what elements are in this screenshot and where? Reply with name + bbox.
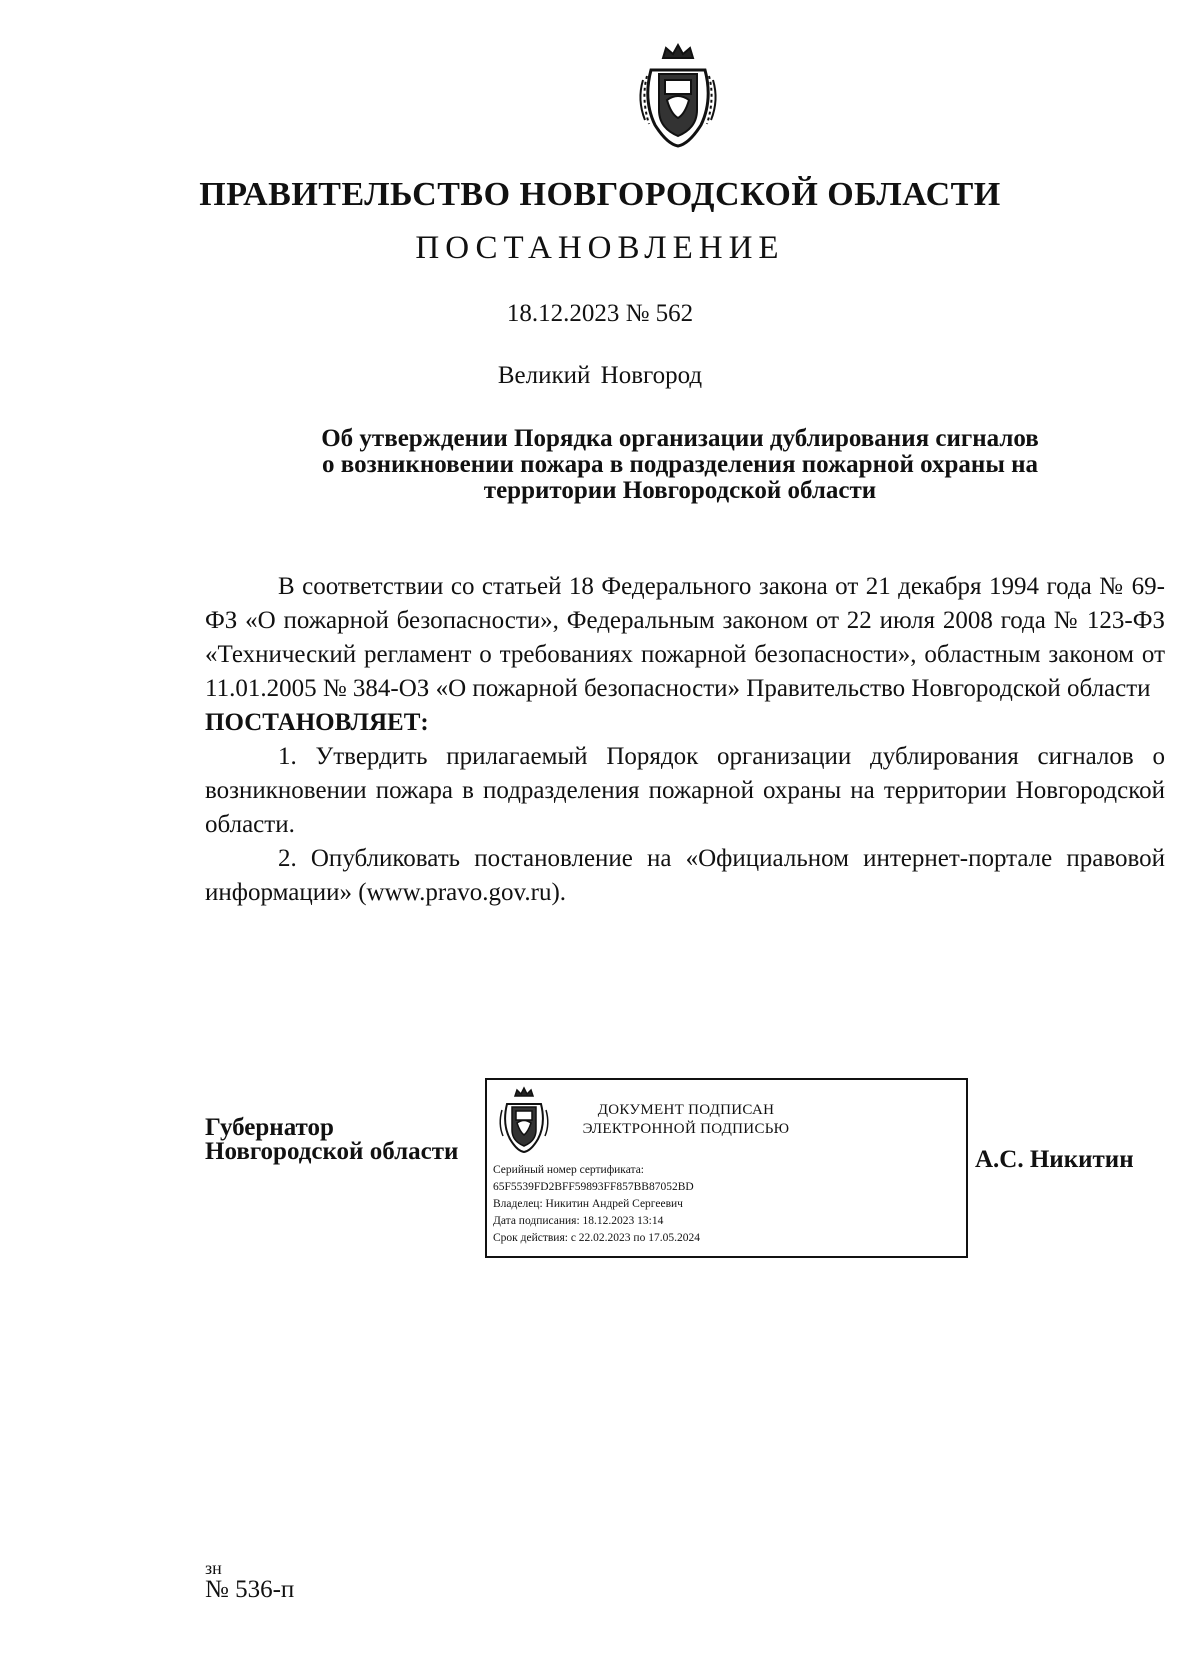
position-line: Новгородской области <box>205 1138 459 1165</box>
signer-name: А.С. Никитин <box>975 1146 1134 1173</box>
subject-line: территории Новгородской области <box>483 477 877 504</box>
signed-date: Дата подписания: 18.12.2023 13:14 <box>493 1215 664 1227</box>
stamp-title-line: ЭЛЕКТРОННОЙ ПОДПИСЬЮ <box>582 1121 790 1137</box>
resolves-heading: ПОСТАНОВЛЯЕТ: <box>205 709 429 736</box>
item-2-paragraph: 2. Опубликовать постановление на «Официальном интернет-портале правовой информации» (www.pravo.gov.ru). <box>205 845 1165 906</box>
subject-line: Об утверждении Порядка организации дублирования сигналов <box>321 425 1039 452</box>
signatory-position <box>205 1116 458 1164</box>
preamble-paragraph: В соответствии со статьей 18 Федерального закона от 21 декабря 1994 года № 69-ФЗ «О пожарной безопасности», Федеральным законом от 22 июля 2008 года № 123-ФЗ «Технический регламент о требованиях пожарной безопасности», областным законом от 11.01.2005 № 384-ОЗ «О пожарной безопасности» Правительство Новгородской области <box>205 573 1165 702</box>
stamp-coat-of-arms-icon <box>496 1086 552 1154</box>
footer-initials: зн <box>205 1558 222 1578</box>
cert-serial: 65F5539FD2BFF59893FF857BB87052BD <box>493 1181 694 1193</box>
cert-validity: Срок действия: с 22.02.2023 по 17.05.2024 <box>493 1232 700 1244</box>
subject-line: о возникновении пожара в подразделения пожарной охраны на <box>321 451 1038 478</box>
coat-of-arms-icon <box>633 40 723 150</box>
document-subject <box>250 426 1110 504</box>
document-body <box>205 570 1165 910</box>
cert-label: Серийный номер сертификата: <box>493 1164 644 1176</box>
stamp-heading <box>566 1101 806 1139</box>
stamp-title-line: ДОКУМЕНТ ПОДПИСАН <box>597 1102 775 1118</box>
certificate-details <box>493 1162 700 1247</box>
position-line: Губернатор <box>205 1114 334 1141</box>
document-date-number: 18.12.2023 № 562 <box>506 300 694 327</box>
document-city: Великий Новгород <box>497 362 703 389</box>
footer-number: № 536-п <box>205 1576 295 1603</box>
cert-owner: Владелец: Никитин Андрей Сергеевич <box>493 1198 683 1210</box>
organization-title: ПРАВИТЕЛЬСТВО НОВГОРОДСКОЙ ОБЛАСТИ <box>199 176 1001 213</box>
document-type: ПОСТАНОВЛЕНИЕ <box>415 230 785 266</box>
document-footer <box>205 1557 294 1601</box>
item-1-paragraph: 1. Утвердить прилагаемый Порядок организации дублирования сигналов о возникновении пожара в подразделения пожарной охраны на территории Новгородской области. <box>205 743 1165 838</box>
